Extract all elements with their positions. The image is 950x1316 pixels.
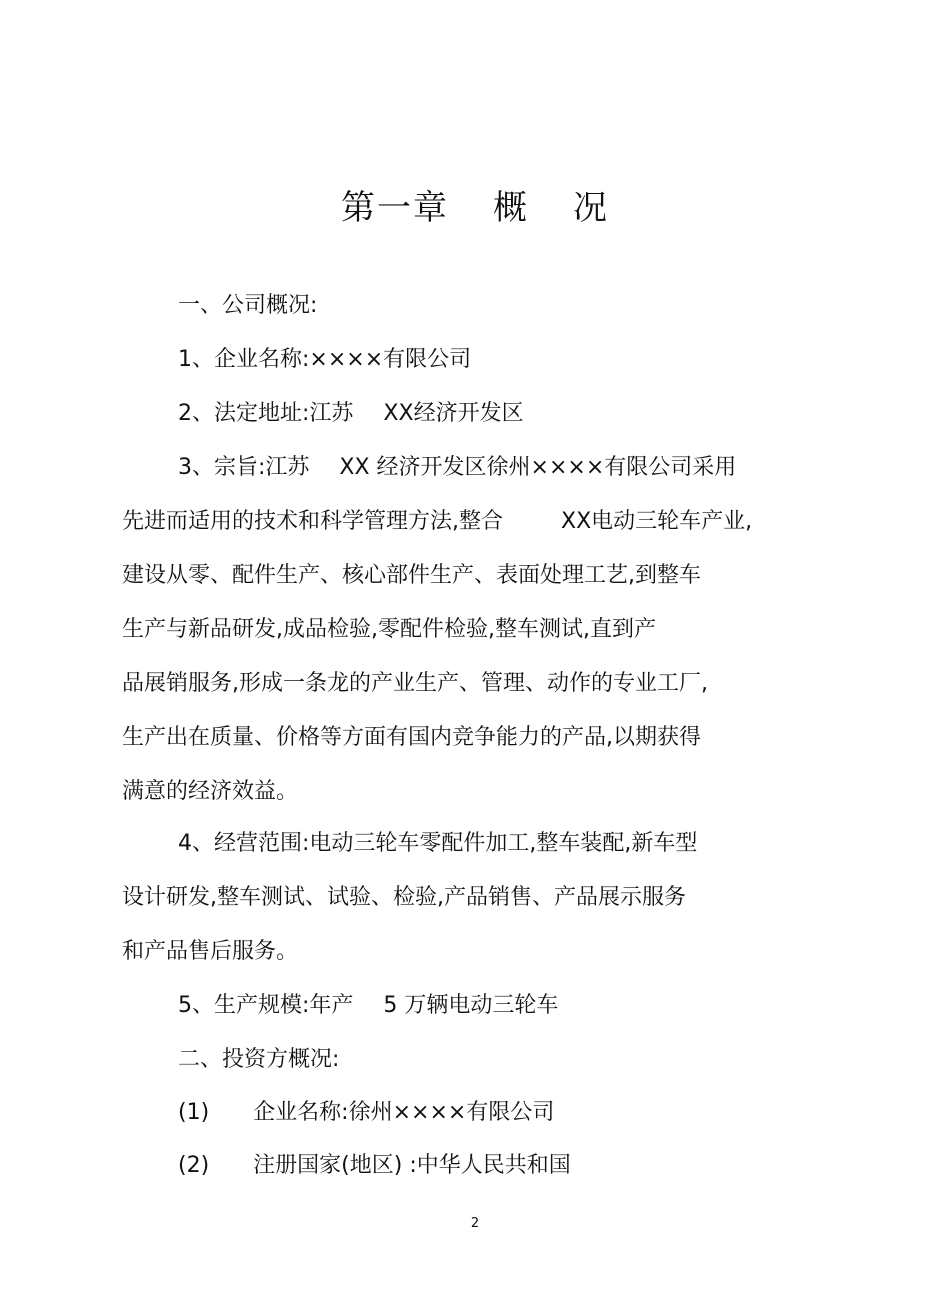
- company-name-line: 1、企业名称:××××有限公司: [178, 347, 472, 372]
- purpose-line-5: 品展销服务,形成一条龙的产业生产、管理、动作的专业工厂,: [122, 671, 708, 696]
- purpose-line-3: 建设从零、配件生产、核心部件生产、表面处理工艺,到整车: [122, 563, 701, 588]
- production-scale-value: 5 万辆电动三轮车: [383, 993, 559, 1018]
- investor-item-2-number: (2): [178, 1153, 210, 1178]
- purpose-line-1: [178, 452, 736, 484]
- investor-item-1-text: 企业名称:徐州××××有限公司: [253, 1100, 555, 1125]
- purpose-text-1: XX 经济开发区徐州××××有限公司采用: [339, 455, 737, 480]
- business-scope-line-1: 4、经营范围:电动三轮车零配件加工,整车装配,新车型: [178, 831, 698, 856]
- purpose-line-6: 生产出在质量、价格等方面有国内竞争能力的产品,以期获得: [122, 725, 701, 750]
- investor-item-2-text: 注册国家(地区) :中华人民共和国: [253, 1153, 571, 1178]
- legal-address-label: 2、法定地址:江苏: [178, 401, 354, 426]
- purpose-text-2b: XX电动三轮车产业,: [561, 509, 753, 534]
- production-scale-label: 5、生产规模:年产: [178, 993, 354, 1018]
- section1-heading: 一、公司概况:: [178, 293, 318, 318]
- page-number: 2: [470, 1216, 480, 1231]
- section2-heading: 二、投资方概况:: [178, 1047, 340, 1072]
- chapter-title-char2: 况: [573, 188, 609, 228]
- chapter-title-number: 第一章: [341, 188, 449, 228]
- investor-item-1-number: (1): [178, 1100, 210, 1125]
- purpose-label: 3、宗旨:江苏: [178, 455, 310, 480]
- production-scale-line: [178, 990, 558, 1022]
- purpose-text-2a: 先进而适用的技术和科学管理方法,整合: [122, 509, 503, 534]
- investor-item-1: [178, 1097, 554, 1129]
- chapter-title: [0, 180, 950, 229]
- purpose-line-4: 生产与新品研发,成品检验,零配件检验,整车测试,直到产: [122, 617, 656, 642]
- purpose-line-2: [122, 506, 752, 538]
- chapter-title-char1: 概: [493, 188, 529, 228]
- business-scope-line-3: 和产品售后服务。: [122, 939, 299, 964]
- legal-address-value: XX经济开发区: [383, 401, 524, 426]
- legal-address-line: [178, 398, 524, 430]
- purpose-line-7: 满意的经济效益。: [122, 779, 299, 804]
- investor-item-2: [178, 1150, 571, 1182]
- business-scope-line-2: 设计研发,整车测试、试验、检验,产品销售、产品展示服务: [122, 885, 686, 910]
